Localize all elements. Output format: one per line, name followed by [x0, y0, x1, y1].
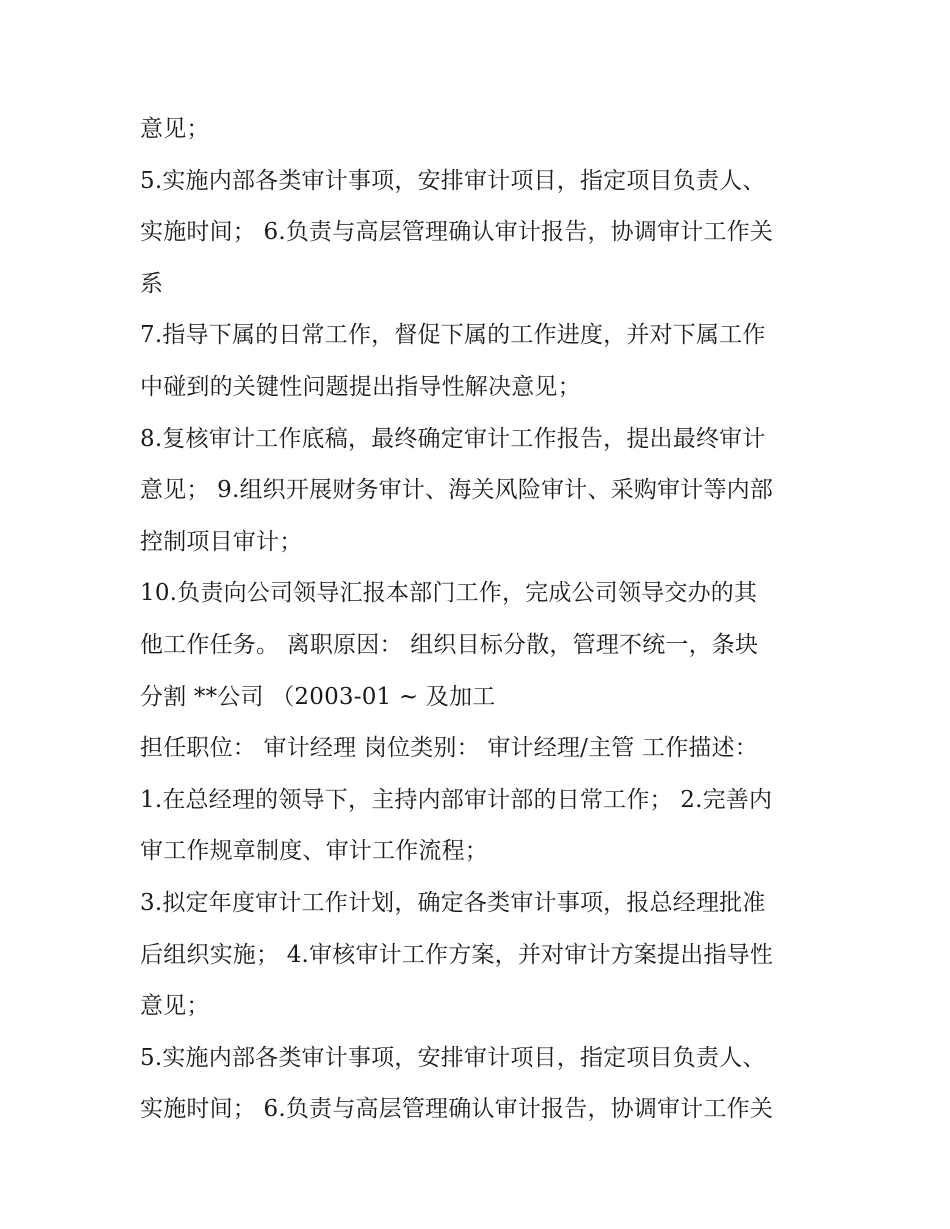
text-line: 1.在总经理的领导下，主持内部审计部的日常工作； 2.完善内 — [140, 786, 773, 813]
text-line: 8.复核审计工作底稿，最终确定审计工作报告，提出最终审计 — [140, 425, 766, 452]
text-line: 5.实施内部各类审计事项，安排审计项目，指定项目负责人、 — [140, 167, 766, 194]
text-line: 10.负责向公司领导汇报本部门工作，完成公司领导交办的其 — [140, 580, 758, 607]
text-line: 控制项目审计； — [140, 528, 303, 555]
text-line: 实施时间； 6.负责与高层管理确认审计报告，协调审计工作关 — [140, 219, 774, 246]
text-line: 意见； 9.组织开展财务审计、海关风险审计、采购审计等内部 — [140, 477, 774, 504]
text-line: 意见； — [140, 116, 210, 142]
text-line: 5.实施内部各类审计事项，安排审计项目，指定项目负责人、 — [140, 1044, 766, 1071]
text-line: 实施时间； 6.负责与高层管理确认审计报告，协调审计工作关 — [140, 1096, 774, 1123]
text-line: 分割 **公司 （2003-01 ~ 及加工 — [140, 683, 496, 710]
text-line: 后组织实施； 4.审核审计工作方案，并对审计方案提出指导性 — [140, 941, 774, 968]
text-line: 中碰到的关键性问题提出指导性解决意见； — [140, 373, 581, 400]
text-line: 担任职位： 审计经理 岗位类别： 审计经理/主管 工作描述： — [140, 735, 758, 762]
text-line: 审工作规章制度、审计工作流程； — [140, 838, 488, 865]
text-line: 7.指导下属的日常工作，督促下属的工作进度，并对下属工作 — [140, 322, 766, 349]
text-line: 系 — [140, 270, 164, 297]
text-line: 他工作任务。 离职原因： 组织目标分散，管理不统一，条块 — [140, 631, 759, 658]
text-line: 3.拟定年度审计工作计划，确定各类审计事项，报总经理批准 — [140, 889, 766, 916]
document-body — [140, 104, 840, 1136]
text-line: 意见； — [140, 993, 210, 1020]
